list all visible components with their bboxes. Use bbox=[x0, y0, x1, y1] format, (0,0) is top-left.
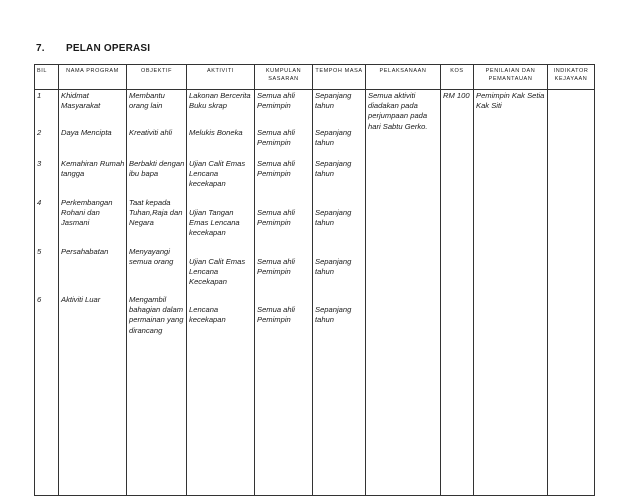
tempoh-2: Sepanjang tahun bbox=[315, 128, 352, 148]
objektif-4: Taat kepada Tuhan,Raja dan Negara bbox=[129, 198, 183, 228]
aktiviti-4: Ujian Tangan Emas Lencana kecekapan bbox=[189, 208, 240, 238]
header-aktiviti: AKTIVITI bbox=[187, 65, 255, 90]
tempoh-3: Sepanjang tahun bbox=[315, 159, 352, 179]
objektif-2: Kreativiti ahli bbox=[129, 128, 173, 137]
sasaran-2: Semua ahli Pemimpin bbox=[257, 128, 295, 148]
program-4: Perkembangan Rohani dan Jasmani bbox=[61, 198, 113, 228]
objektif-5: Menyayangi semua orang bbox=[129, 247, 174, 267]
header-bil: BIL bbox=[35, 65, 59, 90]
body-row bbox=[35, 90, 595, 496]
tempoh-4: Sepanjang tahun bbox=[315, 208, 352, 228]
column-program bbox=[59, 90, 127, 496]
column-bil bbox=[35, 90, 59, 496]
column-kos bbox=[441, 90, 474, 496]
sasaran-6: Semua ahli Pemimpin bbox=[257, 305, 295, 325]
tempoh-5: Sepanjang tahun bbox=[315, 257, 352, 277]
sasaran-4: Semua ahli Pemimpin bbox=[257, 208, 295, 228]
sasaran-5: Semua ahli Pemimpin bbox=[257, 257, 295, 277]
operation-plan-table bbox=[34, 64, 595, 496]
program-5: Persahabatan bbox=[61, 247, 109, 256]
column-tempoh bbox=[313, 90, 366, 496]
column-sasaran bbox=[255, 90, 313, 496]
bil-5: 5 bbox=[37, 247, 42, 256]
bil-2: 2 bbox=[37, 128, 42, 137]
header-row bbox=[35, 65, 595, 90]
section-title: PELAN OPERASI bbox=[66, 43, 151, 54]
header-sasaran: KUMPULAN SASARAN bbox=[255, 65, 313, 90]
header-tempoh: TEMPOH MASA bbox=[313, 65, 366, 90]
program-3: Kemahiran Rumah tangga bbox=[61, 159, 125, 179]
column-objektif bbox=[127, 90, 187, 496]
header-kos: KOS bbox=[441, 65, 474, 90]
column-penilaian bbox=[474, 90, 548, 496]
bil-3: 3 bbox=[37, 159, 42, 168]
objektif-1: Membantu orang lain bbox=[129, 91, 165, 111]
header-pelaksanaan: PELAKSANAAN bbox=[366, 65, 441, 90]
program-6: Aktiviti Luar bbox=[61, 295, 101, 304]
header-indikator: INDIKATOR KEJAYAAN bbox=[548, 65, 595, 90]
objektif-3: Berbakti dengan ibu bapa bbox=[129, 159, 185, 179]
tempoh-1: Sepanjang tahun bbox=[315, 91, 352, 111]
aktiviti-2: Melukis Boneka bbox=[189, 128, 243, 137]
bil-6: 6 bbox=[37, 295, 42, 304]
header-penilaian: PENILAIAN DAN PEMANTAUAN bbox=[474, 65, 548, 90]
bil-4: 4 bbox=[37, 198, 42, 207]
pelaksanaan-text: Semua aktiviti diadakan pada perjumpaan pada hari Sabtu Gerko. bbox=[368, 91, 428, 131]
sasaran-1: Semua ahli Pemimpin bbox=[257, 91, 295, 111]
column-indikator bbox=[548, 90, 595, 496]
aktiviti-5: Ujian Calit Emas Lencana Kecekapan bbox=[189, 257, 246, 287]
kos-text: RM 100 bbox=[443, 91, 470, 100]
bil-1: 1 bbox=[37, 91, 42, 100]
column-pelaksanaan bbox=[366, 90, 441, 496]
objektif-6: Mengambil bahagian dalam permainan yang dirancang bbox=[129, 295, 184, 335]
section-heading bbox=[36, 43, 150, 54]
program-1: Khidmat Masyarakat bbox=[61, 91, 101, 111]
aktiviti-6: Lencana kecekapan bbox=[189, 305, 226, 325]
aktiviti-3: Ujian Calit Emas Lencana kecekapan bbox=[189, 159, 246, 189]
tempoh-6: Sepanjang tahun bbox=[315, 305, 352, 325]
sasaran-3: Semua ahli Pemimpin bbox=[257, 159, 295, 179]
header-objektif: OBJEKTIF bbox=[127, 65, 187, 90]
program-2: Daya Mencipta bbox=[61, 128, 112, 137]
column-aktiviti bbox=[187, 90, 255, 496]
header-program: NAMA PROGRAM bbox=[59, 65, 127, 90]
section-number: 7. bbox=[36, 43, 45, 54]
aktiviti-1: Lakonan Bercerita Buku skrap bbox=[189, 91, 251, 111]
penilaian-text: Pemimpin Kak Setia Kak Siti bbox=[476, 91, 545, 111]
